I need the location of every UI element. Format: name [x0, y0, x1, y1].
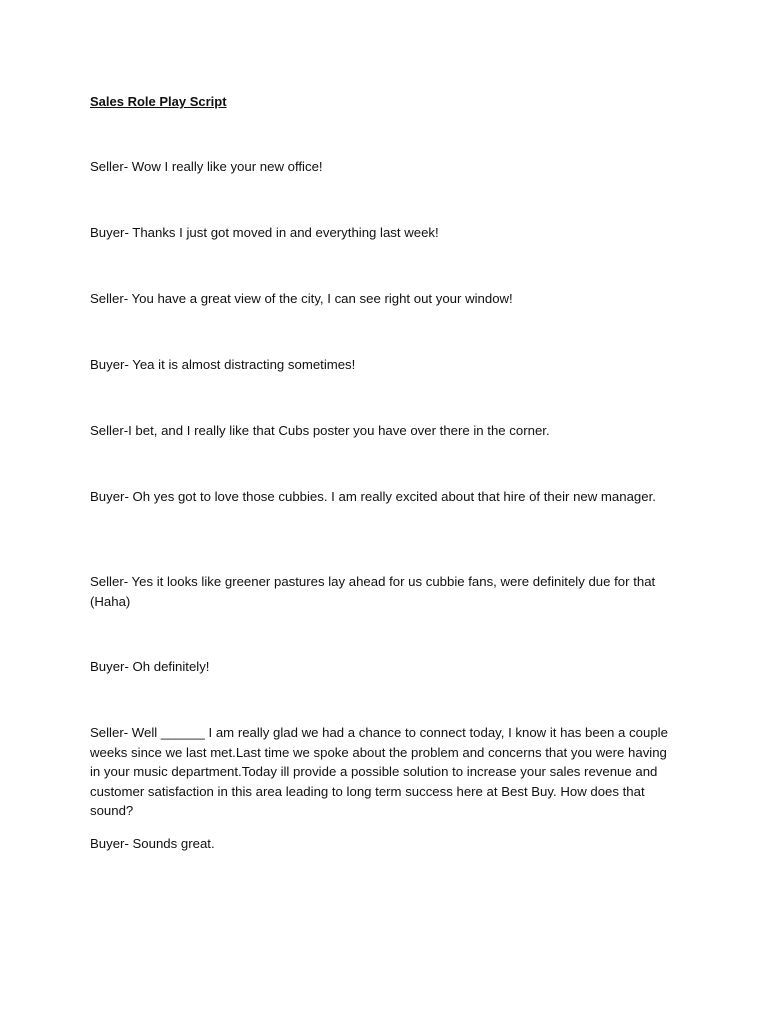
dialogue-line: Seller- Well ______ I am really glad we had a chance to connect today, I know it has been a couple weeks since we last met.Last time we spoke about the problem and concerns that you were having in your music department.Today ill provide a possible solution to increase your sales revenue and customer satisfaction in this area leading to long term success here at Best Buy. How does that sound?: [90, 725, 668, 818]
dialogue-line: Buyer- Thanks I just got moved in and everything last week!: [90, 225, 439, 240]
dialogue-line: Buyer- Oh yes got to love those cubbies. I am really excited about that hire of their new manager.: [90, 489, 656, 504]
dialogue-line: Seller-I bet, and I really like that Cubs poster you have over there in the corner.: [90, 423, 550, 438]
dialogue-line: Buyer- Sounds great.: [90, 836, 215, 851]
dialogue-line: Seller- Yes it looks like greener pastures lay ahead for us cubbie fans, were definitely due for that (Haha): [90, 574, 656, 609]
document-title: Sales Role Play Script: [90, 94, 227, 109]
dialogue-line: Seller- You have a great view of the city, I can see right out your window!: [90, 291, 513, 306]
dialogue-line: Seller- Wow I really like your new office!: [90, 159, 323, 174]
dialogue-line: Buyer- Yea it is almost distracting sometimes!: [90, 357, 356, 372]
dialogue-line: Buyer- Oh definitely!: [90, 659, 210, 674]
